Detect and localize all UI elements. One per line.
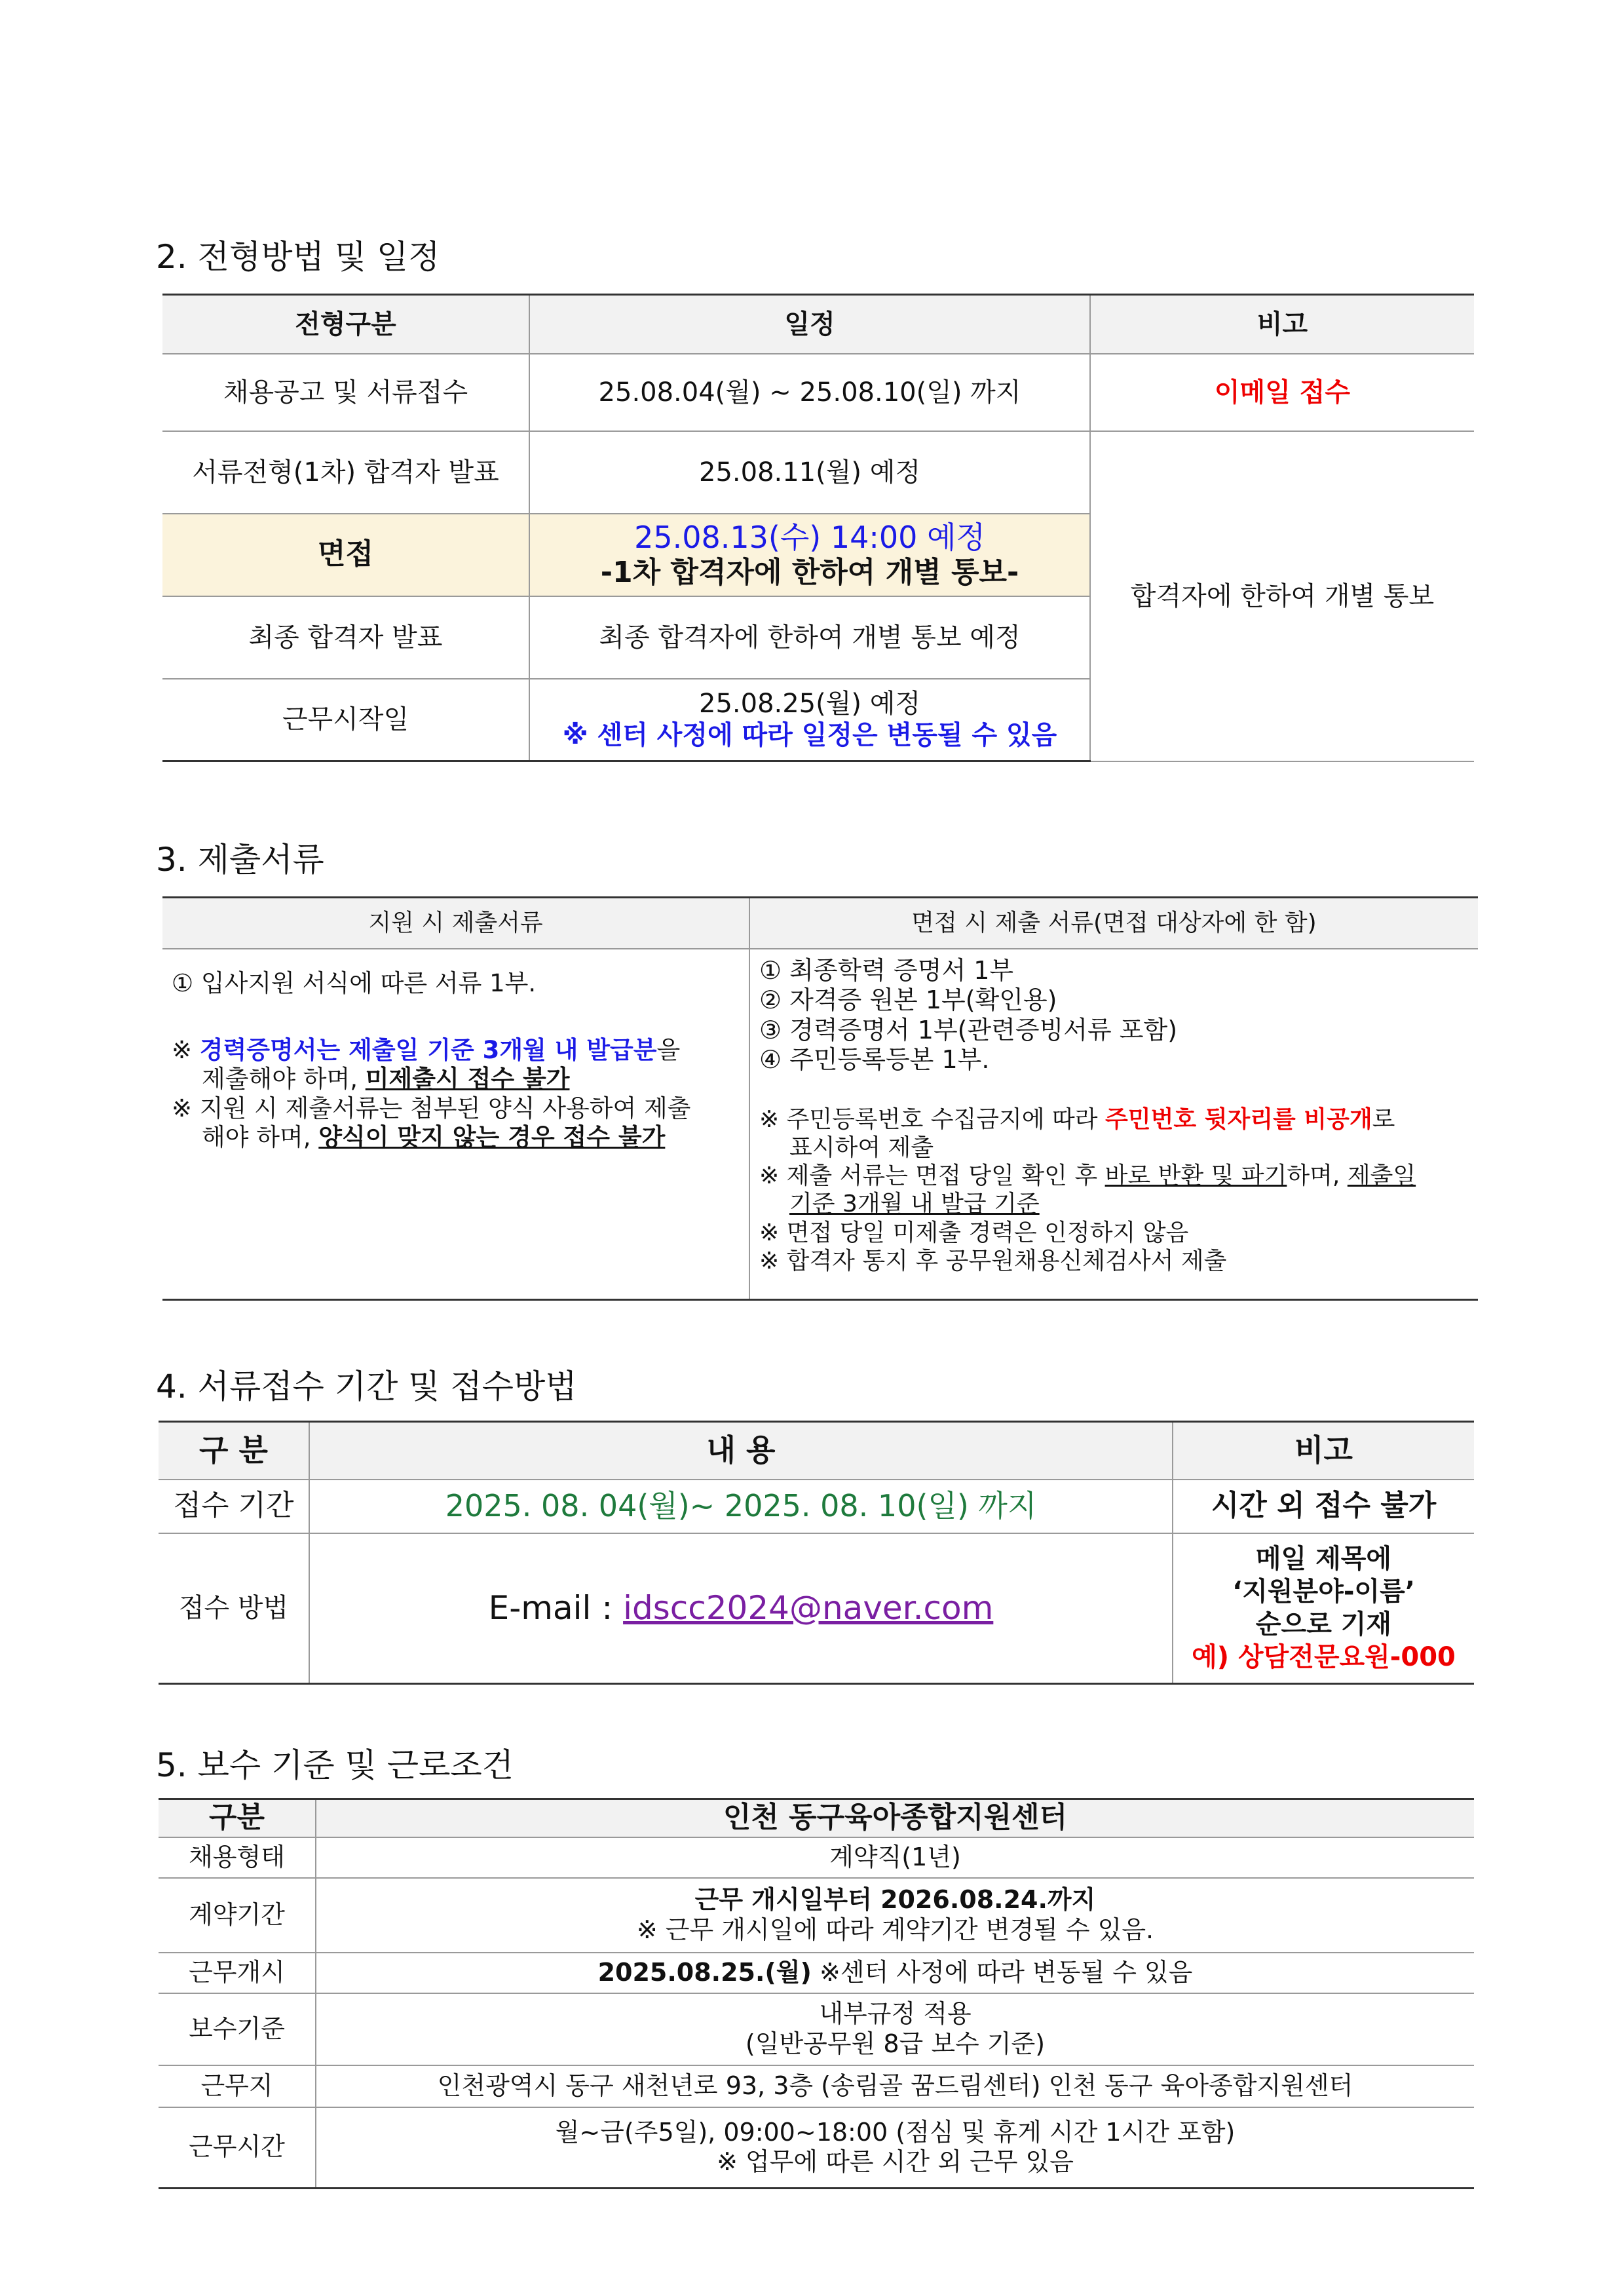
contract-value [316, 1878, 1474, 1953]
stage-cell: 최종 합격자 발표 [162, 596, 529, 679]
start-date: 25.08.25(월) 예정 [699, 689, 920, 719]
method-note-line: ‘지원분야-이름’ [1232, 1577, 1415, 1607]
schedule-cell: 최종 합격자에 한하여 개별 통보 예정 [529, 596, 1090, 679]
method-note-line: 순으로 기재 [1255, 1609, 1392, 1640]
employment-label: 채용형태 [159, 1837, 316, 1878]
pay-line: (일반공무원 8급 보수 기준) [745, 2029, 1046, 2058]
hours-label: 근무시간 [159, 2107, 316, 2189]
method-note [1173, 1533, 1474, 1684]
header-interview-docs: 면접 시 제출 서류(면접 대상자에 한 함) [749, 898, 1478, 949]
schedule-cell [529, 679, 1090, 761]
contract-label: 계약기간 [159, 1878, 316, 1953]
hours-line: 월~금(주5일), 09:00~18:00 (점심 및 휴게 시간 1시간 포함) [555, 2117, 1236, 2147]
header-item: 구분 [159, 1799, 316, 1837]
interview-note-1-cont: 표시하여 제출 [789, 1134, 934, 1162]
documents-table [162, 896, 1478, 1301]
note-cell: 이메일 접수 [1090, 354, 1474, 431]
interview-note-2: ※ 제출 서류는 면접 당일 확인 후 바로 반환 및 파기하며, 제출일 [759, 1162, 1416, 1190]
interview-note-1: ※ 주민등록번호 수집금지에 따라 주민번호 뒷자리를 비공개로 [759, 1105, 1395, 1133]
email-label: E-mail : [488, 1589, 624, 1628]
merged-note-cell: 합격자에 한하여 개별 통보 [1090, 431, 1474, 761]
table-row [159, 1837, 1474, 1878]
section-2-title: 2. 전형방법 및 일정 [156, 238, 440, 276]
interview-datetime: 25.08.13(수) 14:00 예정 [634, 519, 985, 555]
apply-docs-cell [162, 949, 749, 1300]
stage-cell: 면접 [162, 514, 529, 596]
interview-docs-cell [749, 949, 1478, 1300]
apply-note-1: ※ 경력증명서는 제출일 기준 3개월 내 발급분을 [172, 1035, 681, 1064]
table-row [162, 354, 1474, 431]
apply-note-1-cont: 제출해야 하며, 미제출시 접수 불가 [202, 1065, 570, 1094]
interview-item-2: ② 자격증 원본 1부(확인용) [759, 985, 1057, 1015]
start-label: 근무개시 [159, 1953, 316, 1993]
section-4-title: 4. 서류접수 기간 및 접수방법 [156, 1368, 577, 1406]
method-label: 접수 방법 [159, 1533, 309, 1684]
method-note-line: 메일 제목에 [1255, 1544, 1392, 1575]
table-row [159, 1480, 1474, 1533]
apply-note-2: ※ 지원 시 제출서류는 첨부된 양식 사용하여 제출 [172, 1094, 691, 1122]
hours-line: ※ 업무에 따른 시간 외 근무 있음 [717, 2147, 1074, 2177]
header-stage: 전형구분 [162, 295, 529, 354]
table-row [159, 2107, 1474, 2189]
schedule-table [162, 294, 1474, 762]
table-row [162, 431, 1474, 514]
header-note: 비고 [1090, 295, 1474, 354]
stage-cell: 채용공고 및 서류접수 [162, 354, 529, 431]
stage-cell: 서류전형(1차) 합격자 발표 [162, 431, 529, 514]
header-schedule: 일정 [529, 295, 1090, 354]
contract-note: ※ 근무 개시일에 따라 계약기간 변경될 수 있음. [636, 1915, 1154, 1944]
place-label: 근무지 [159, 2065, 316, 2107]
interview-item-1: ① 최종학력 증명서 1부 [759, 955, 1014, 985]
period-label: 접수 기간 [159, 1480, 309, 1533]
interview-note-2-cont: 기준 3개월 내 발급 기준 [789, 1191, 1040, 1218]
table-row [159, 1533, 1474, 1684]
header-remark: 비고 [1173, 1422, 1474, 1480]
stage-cell: 근무시작일 [162, 679, 529, 761]
pay-line: 내부규정 적용 [819, 1999, 972, 2028]
application-table [159, 1421, 1474, 1685]
contract-period: 근무 개시일부터 2026.08.24.까지 [694, 1885, 1096, 1914]
schedule-cell [529, 514, 1090, 596]
interview-item-4: ④ 주민등록등본 1부. [759, 1045, 990, 1075]
apply-item-1: ① 입사지원 서식에 따른 서류 1부. [172, 968, 537, 997]
table-row [159, 2065, 1474, 2107]
start-value: 2025.08.25.(월) ※센터 사정에 따라 변동될 수 있음 [316, 1953, 1474, 1993]
section-5-title: 5. 보수 기준 및 근로조건 [156, 1746, 514, 1784]
header-apply-docs: 지원 시 제출서류 [162, 898, 749, 949]
table-row [159, 1953, 1474, 1993]
header-category: 구 분 [159, 1422, 309, 1480]
interview-notice: -1차 합격자에 한하여 개별 통보- [600, 555, 1019, 589]
start-date-notice: ※ 센터 사정에 따라 일정은 변동될 수 있음 [562, 720, 1057, 751]
method-note-example: 예) 상담전문요원-000 [1192, 1642, 1456, 1673]
header-center: 인천 동구육아종합지원센터 [316, 1799, 1474, 1837]
hours-value [316, 2107, 1474, 2189]
period-value: 2025. 08. 04(월)~ 2025. 08. 10(일) 까지 [309, 1480, 1173, 1533]
pay-value [316, 1993, 1474, 2065]
interview-item-3: ③ 경력증명서 1부(관련증빙서류 포함) [759, 1015, 1178, 1044]
schedule-cell: 25.08.04(월) ~ 25.08.10(일) 까지 [529, 354, 1090, 431]
email-link[interactable]: idscc2024@naver.com [623, 1589, 994, 1628]
section-3-title: 3. 제출서류 [156, 841, 324, 879]
table-row [159, 1993, 1474, 2065]
interview-note-4: ※ 합격자 통지 후 공무원채용신체검사서 제출 [759, 1247, 1227, 1274]
table-row [159, 1878, 1474, 1953]
interview-note-3: ※ 면접 당일 미제출 경력은 인정하지 않음 [759, 1219, 1189, 1246]
apply-note-2-cont: 해야 하며, 양식이 맞지 않는 경우 접수 불가 [202, 1123, 666, 1152]
pay-label: 보수기준 [159, 1993, 316, 2065]
header-content: 내 용 [309, 1422, 1173, 1480]
schedule-cell: 25.08.11(월) 예정 [529, 431, 1090, 514]
method-value [309, 1533, 1173, 1684]
employment-value: 계약직(1년) [316, 1837, 1474, 1878]
period-note: 시간 외 접수 불가 [1173, 1480, 1474, 1533]
table-row [162, 949, 1478, 1300]
place-value: 인천광역시 동구 새천년로 93, 3층 (송림골 꿈드림센터) 인천 동구 육아종합지원센터 [316, 2065, 1474, 2107]
conditions-table [159, 1798, 1474, 2189]
